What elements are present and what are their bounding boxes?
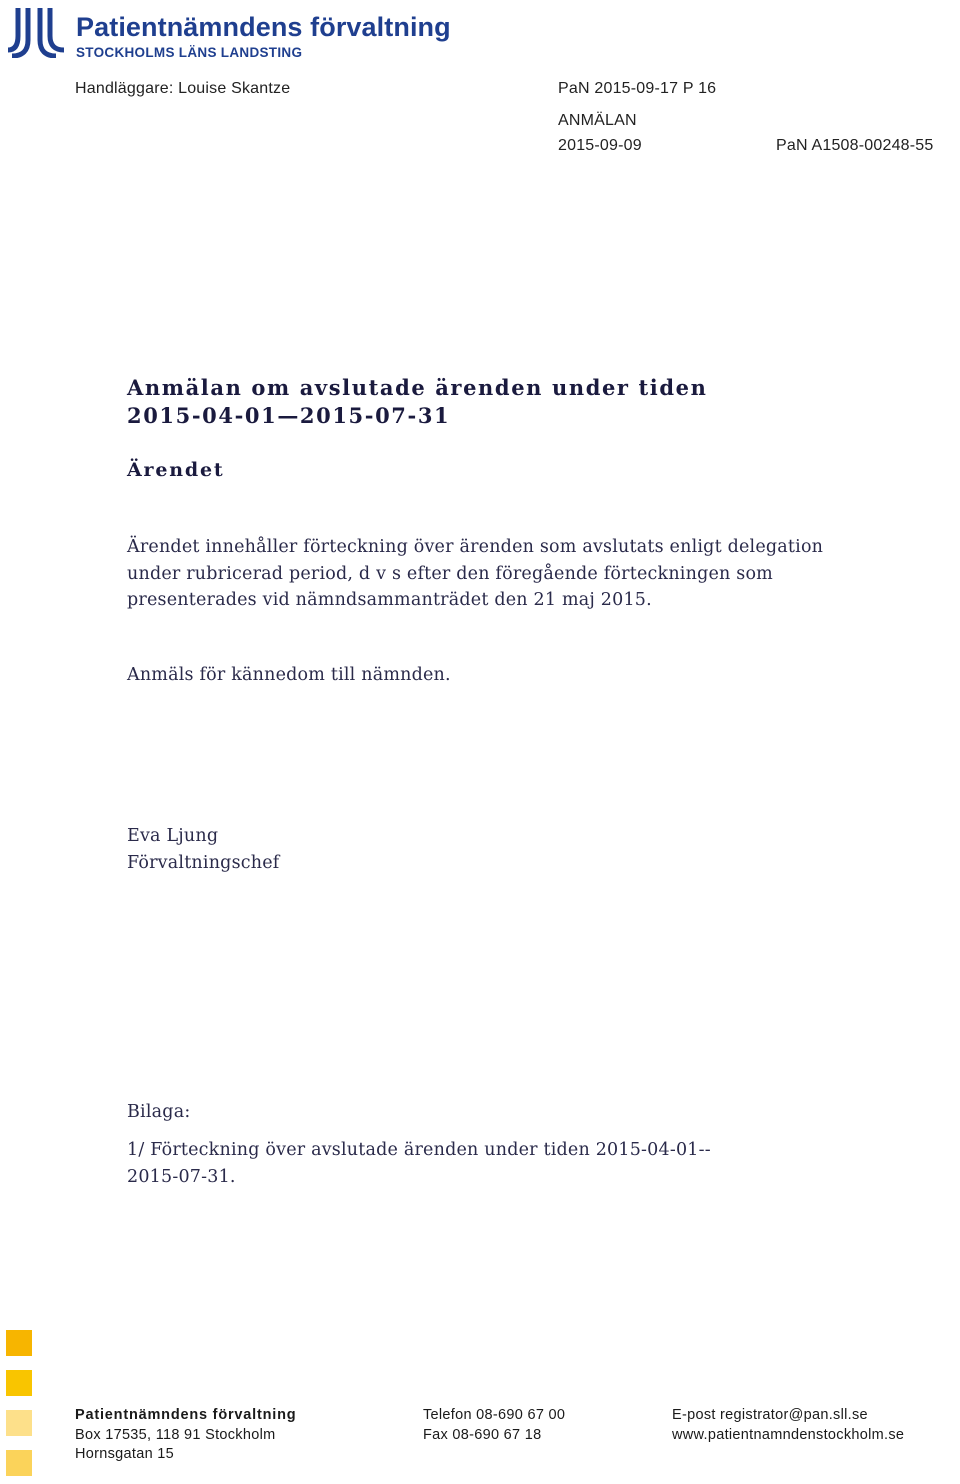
attachment-line: 2015-07-31.	[127, 1166, 236, 1187]
attachment-list	[127, 1137, 711, 1190]
body-paragraph	[127, 534, 823, 614]
meeting-reference: PaN 2015-09-17 P 16	[558, 80, 717, 97]
footer-color-bar	[6, 1370, 32, 1396]
paragraph-line: presenterades vid nämndsammanträdet den 21 maj 2015.	[127, 590, 652, 610]
title-line: 2015-04-01—2015-07-31	[127, 403, 451, 428]
footer-address-line: Box 17535, 118 91 Stockholm	[75, 1426, 276, 1443]
footer-contact-block	[672, 1406, 904, 1445]
footer-org-name: Patientnämndens förvaltning	[75, 1407, 297, 1423]
document-date: 2015-09-09	[558, 137, 642, 154]
organization-logo	[6, 6, 476, 58]
footer-color-bar	[6, 1330, 32, 1356]
footer-website[interactable]: www.patientnamndenstockholm.se	[672, 1426, 905, 1443]
footer-phone: Telefon 08-690 67 00	[423, 1407, 566, 1423]
footer-color-bar	[6, 1450, 32, 1476]
logo-title: Patientnämndens förvaltning	[76, 12, 451, 42]
document-type: ANMÄLAN	[558, 112, 637, 129]
logo-subtitle: STOCKHOLMS LÄNS LANDSTING	[76, 45, 303, 60]
footer-address-line: Hornsgatan 15	[75, 1446, 175, 1462]
document-title	[127, 374, 708, 430]
footer-phone-block	[423, 1406, 565, 1445]
footer-address	[75, 1406, 296, 1465]
signature-block	[127, 823, 279, 876]
section-heading: Ärendet	[127, 459, 225, 481]
paragraph-line: under rubricerad period, d v s efter den föregående förteckningen som	[127, 563, 773, 584]
handler-label: Handläggare: Louise Skantze	[75, 80, 291, 97]
case-number: PaN A1508-00248-55	[776, 137, 934, 154]
attachment-label: Bilaga:	[127, 1102, 191, 1122]
footer-color-bar	[6, 1410, 32, 1436]
sll-logo-mark-icon	[6, 6, 66, 58]
footer-email[interactable]: E-post registrator@pan.sll.se	[672, 1407, 868, 1423]
notice-text: Anmäls för kännedom till nämnden.	[127, 665, 451, 685]
signatory-name: Eva Ljung	[127, 826, 219, 846]
paragraph-line: Ärendet innehåller förteckning över ärenden som avslutats enligt delegation	[127, 537, 824, 557]
footer-fax: Fax 08-690 67 18	[423, 1426, 542, 1443]
signatory-title: Förvaltningschef	[127, 852, 280, 873]
title-line: Anmälan om avslutade ärenden under tiden	[127, 375, 708, 400]
attachment-line: 1/ Förteckning över avslutade ärenden under tiden 2015-04-01--	[127, 1140, 711, 1160]
